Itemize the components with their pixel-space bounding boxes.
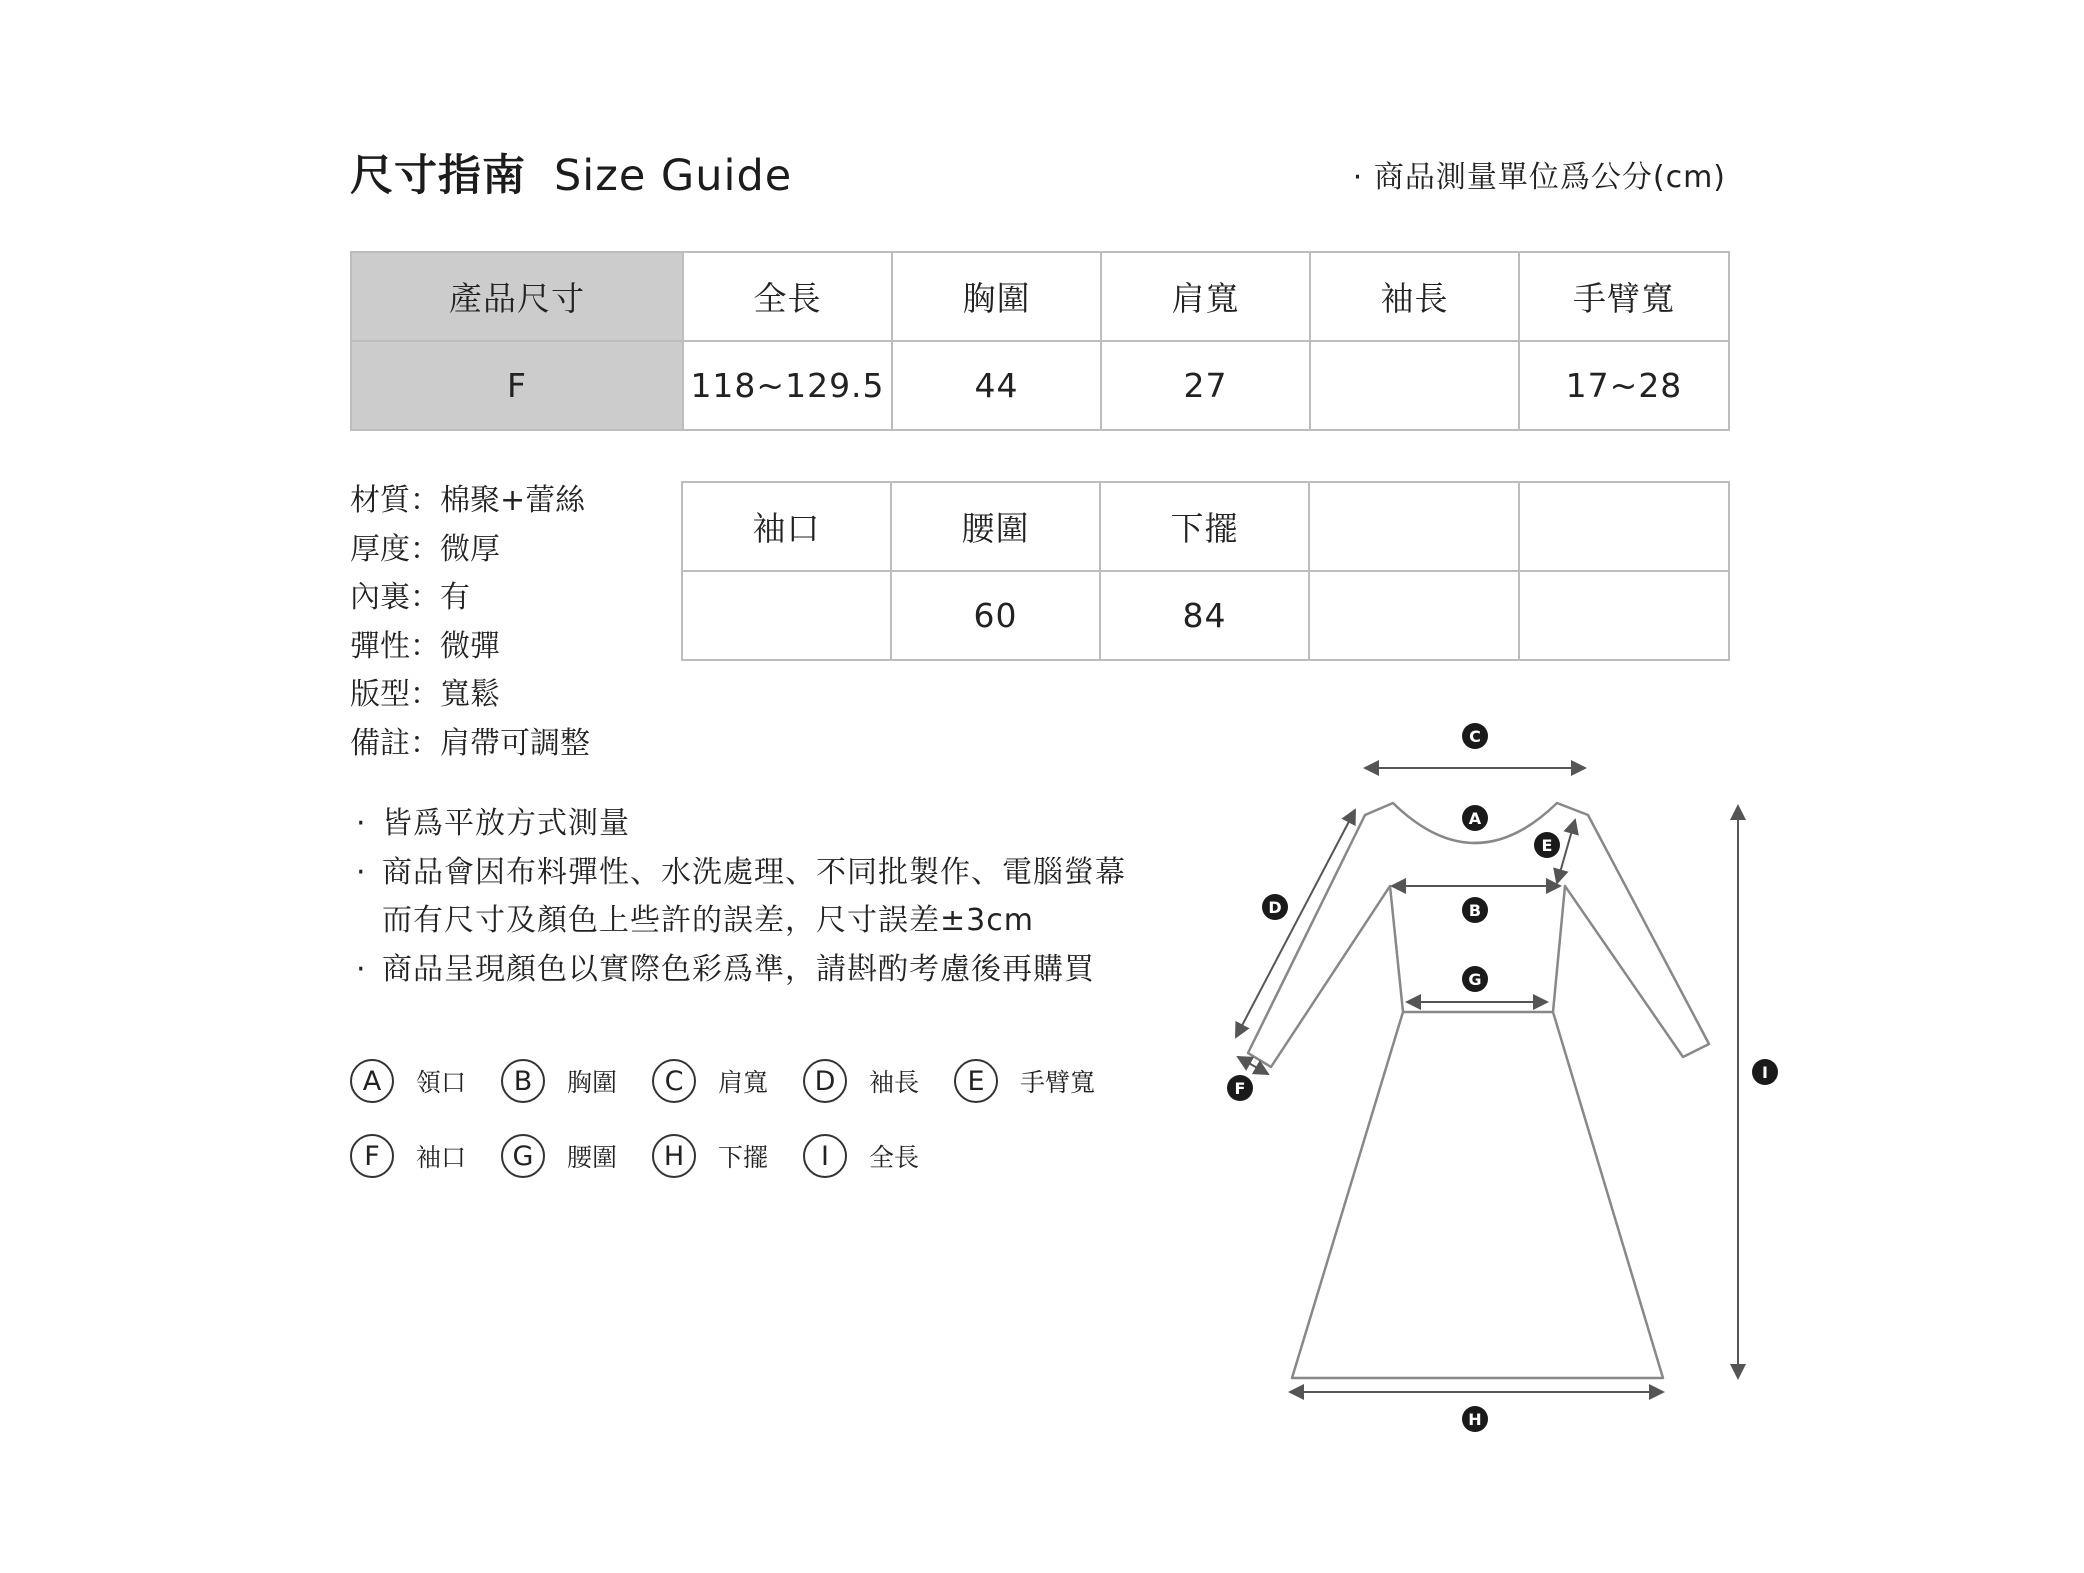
note-line: 而有尺寸及顏色上些許的誤差，尺寸誤差±3cm [382, 903, 1034, 938]
spec-material: 材質：棉聚+蕾絲 [350, 483, 586, 518]
legend-item [652, 1134, 803, 1178]
value-cell: 84 [1100, 571, 1309, 660]
legend-row-2 [350, 1134, 954, 1178]
legend-label: 胸圍 [567, 1068, 618, 1097]
value-cell [1310, 341, 1519, 430]
header-cell: 全長 [683, 252, 892, 341]
legend-row-1 [350, 1059, 1105, 1103]
marker-e [1534, 832, 1560, 858]
header-cell: 袖口 [682, 482, 891, 571]
table-row [351, 341, 1729, 430]
value-cell: 60 [891, 571, 1100, 660]
svg-text:C: C [1469, 727, 1481, 746]
legend-label: 腰圍 [567, 1143, 618, 1172]
legend-label: 袖口 [416, 1143, 467, 1172]
spec-elasticity: 彈性：微彈 [350, 628, 500, 664]
spec-remark: 備註：肩帶可調整 [350, 725, 590, 761]
table-row [351, 252, 1729, 341]
note-bullet: · [356, 854, 367, 890]
size-table-secondary [681, 481, 1730, 661]
legend-item [803, 1059, 954, 1103]
value-cell [682, 571, 891, 660]
legend-letter: I [803, 1134, 847, 1178]
svg-text:H: H [1468, 1410, 1482, 1429]
header-cell: 袖長 [1310, 252, 1519, 341]
header-cell: 腰圍 [891, 482, 1100, 571]
note-line: · 商品會因布料彈性、水洗處理、不同批製作、電腦螢幕 [356, 849, 1126, 898]
legend-item [803, 1134, 954, 1178]
table-row [682, 571, 1729, 660]
dress-measurement-diagram [1210, 710, 1810, 1450]
svg-text:G: G [1468, 970, 1482, 989]
value-cell [1519, 571, 1729, 660]
value-cell: 118~129.5 [683, 341, 892, 430]
note-bullet: · [356, 951, 367, 987]
value-cell: 17~28 [1519, 341, 1729, 430]
value-cell [1309, 571, 1519, 660]
note-bullet: · [356, 806, 367, 841]
legend-letter: C [652, 1059, 696, 1103]
legend-item [652, 1059, 803, 1103]
legend-label: 領口 [416, 1068, 467, 1097]
dress-outline [1248, 803, 1709, 1378]
legend-label: 手臂寬 [1020, 1068, 1096, 1097]
svg-text:D: D [1268, 898, 1282, 917]
header-cell: 肩寬 [1101, 252, 1310, 341]
legend-item [350, 1059, 501, 1103]
legend-item [501, 1134, 652, 1178]
svg-text:A: A [1468, 809, 1482, 828]
svg-text:F: F [1234, 1079, 1246, 1098]
page-title [350, 142, 792, 203]
marker-i [1752, 1059, 1778, 1085]
unit-note: · 商品測量單位爲公分(cm) [1352, 160, 1726, 195]
svg-text:E: E [1541, 836, 1553, 855]
legend-item [501, 1059, 652, 1103]
spec-thickness: 厚度：微厚 [350, 531, 500, 567]
title-en: Size Guide [554, 151, 793, 201]
size-cell: F [351, 341, 683, 430]
legend-letter: H [652, 1134, 696, 1178]
legend-label: 下擺 [718, 1143, 769, 1172]
note-line: · 商品呈現顏色以實際色彩爲準，請斟酌考慮後再購買 [356, 946, 1126, 995]
marker-g [1462, 966, 1488, 992]
legend-item [954, 1059, 1105, 1103]
legend-letter: A [350, 1059, 394, 1103]
cuff-arrow [1238, 1057, 1268, 1074]
note-line: · 皆爲平放方式測量 [356, 800, 1126, 849]
marker-d [1262, 894, 1288, 920]
marker-a [1462, 805, 1488, 831]
title-zh: 尺寸指南 [350, 151, 526, 201]
legend-item [350, 1134, 501, 1178]
marker-h [1462, 1406, 1488, 1432]
legend-label: 袖長 [869, 1068, 920, 1097]
value-cell: 44 [892, 341, 1101, 430]
header-cell [1519, 482, 1729, 571]
header-cell: 手臂寬 [1519, 252, 1729, 341]
spec-fit: 版型：寬鬆 [350, 677, 500, 712]
svg-text:B: B [1468, 901, 1482, 920]
legend-letter: B [501, 1059, 545, 1103]
legend-label: 全長 [869, 1143, 920, 1172]
legend-letter: D [803, 1059, 847, 1103]
measurement-notes [356, 800, 1126, 994]
spec-lining: 內裏：有 [350, 580, 470, 615]
sleeve-length-arrow [1236, 810, 1355, 1037]
marker-c [1462, 723, 1488, 749]
header-cell: 下擺 [1100, 482, 1309, 571]
table-row [682, 482, 1729, 571]
value-cell: 27 [1101, 341, 1310, 430]
header-cell: 胸圍 [892, 252, 1101, 341]
header-cell [1309, 482, 1519, 571]
material-specs [350, 477, 590, 768]
header-cell: 產品尺寸 [351, 252, 683, 341]
arm-width-arrow [1557, 820, 1575, 883]
legend-letter: E [954, 1059, 998, 1103]
size-table-main [350, 251, 1730, 431]
marker-f [1227, 1075, 1253, 1101]
legend-letter: F [350, 1134, 394, 1178]
legend-label: 肩寬 [718, 1068, 769, 1097]
svg-text:I: I [1762, 1063, 1768, 1082]
marker-b [1462, 897, 1488, 923]
legend-letter: G [501, 1134, 545, 1178]
